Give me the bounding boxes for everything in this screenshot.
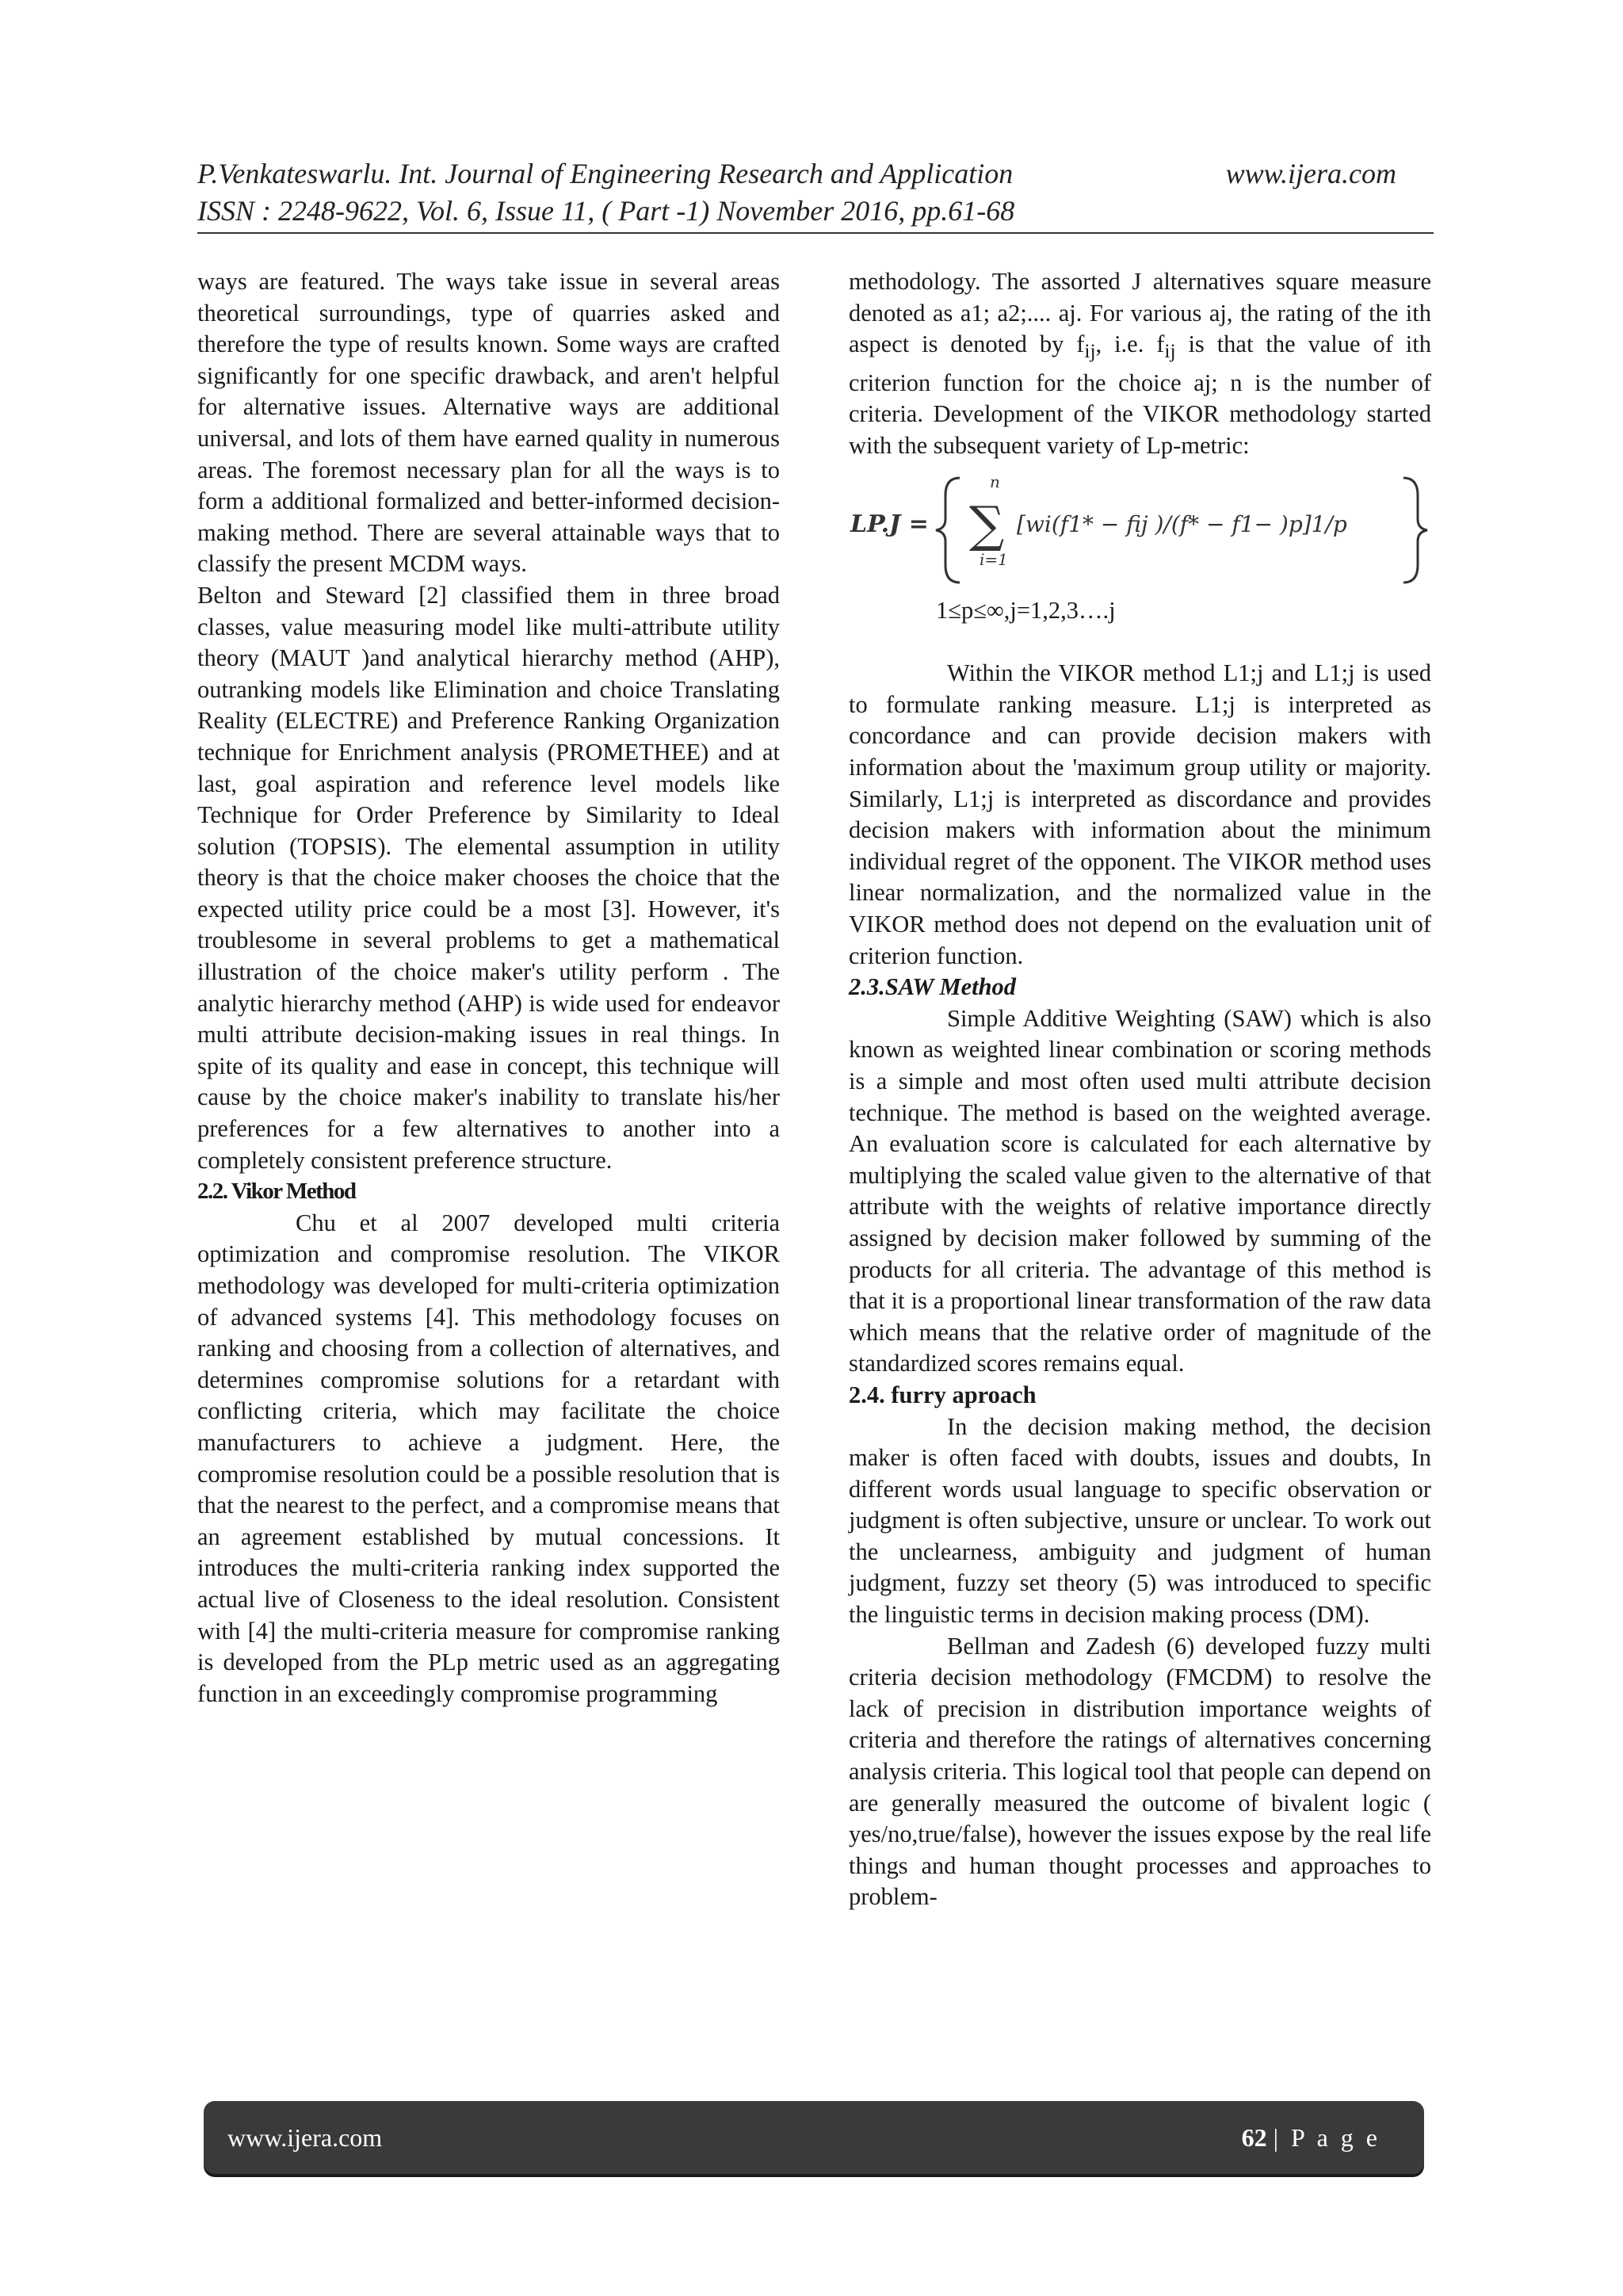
left-brace bbox=[936, 478, 960, 583]
paragraph: Chu et al 2007 developed multi criteria optimization and compromise resolution. The VIKOR methodology was developed for multi-criteria optimization of advanced systems [4]. This methodology focuses on ranking and choosing from a collection of alternatives, and determines compromise solutions for a retardant with conflicting criteria, which may facilitate the choice manufacturers to achieve a judgment. Here, the compromise resolution could be a possible resolution that is that the nearest to the perfect, and a compromise means that an agreement established by mutual concessions. It introduces the multi-criteria ranking index supported the actual live of Closeness to the ideal resolution. Consistent with [4] the multi-criteria measure for compromise ranking is developed from the PLp metric used as an aggregating function in an exceedingly compromise programming bbox=[197, 1209, 780, 1707]
running-header bbox=[197, 155, 1396, 230]
sigma-symbol: ∑ bbox=[969, 495, 1005, 553]
section-heading-vikor: 2.2. Vikor Method bbox=[197, 1179, 356, 1205]
sum-lower-limit: i=1 bbox=[980, 549, 1008, 569]
formula-body: [wi(f1* − fij )/(f* − f1− )p]1/p bbox=[1017, 510, 1347, 537]
issn-line: ISSN : 2248-9622, Vol. 6, Issue 11, ( Part -1) November 2016, pp.61-68 bbox=[197, 195, 1015, 227]
footer-website: www.ijera.com bbox=[227, 2122, 383, 2152]
page-label: | P a g e bbox=[1273, 2122, 1381, 2152]
section-heading-fuzzy: 2.4. furry aproach bbox=[849, 1381, 1037, 1408]
sum-upper-limit: n bbox=[990, 472, 1000, 491]
page-footer bbox=[204, 2101, 1424, 2174]
right-brace bbox=[1403, 478, 1427, 583]
journal-website: www.ijera.com bbox=[1225, 158, 1396, 189]
formula-condition: 1≤p≤∞,j=1,2,3….j bbox=[936, 596, 1116, 624]
paragraph: Bellman and Zadesh (6) developed fuzzy multi criteria decision methodology (FMCDM) to resolve the lack of precision in distribution importance weights of criteria and therefore the ratings of alternatives concerning analysis criteria. This logical tool that people can depend on are generally measured the outcome of bivalent logic ( yes/no,true/false), however the issues expose by the real life things and human thought processes and approaches to problem- bbox=[849, 1632, 1431, 1911]
journal-citation: P.Venkateswarlu. Int. Journal of Engineering Research and Application bbox=[197, 158, 1014, 189]
page-number: 62 bbox=[1241, 2122, 1267, 2152]
paragraph: Within the VIKOR method L1;j and L1;j is used to formulate ranking measure. L1;j is interpreted as concordance and can provide decision makers with information about the 'maximum group utility or majority. Similarly, L1;j is interpreted as discordance and provides decision makers with information about the minimum individual regret of the opponent. The VIKOR method uses linear normalization, and the normalized value in the VIKOR method does not depend on the evaluation unit of criterion function. bbox=[849, 659, 1431, 969]
page-indicator bbox=[1242, 2123, 1381, 2153]
formula-lhs: LP.J = bbox=[850, 510, 929, 538]
paragraph: Simple Additive Weighting (SAW) which is also known as weighted linear combination or scoring methods is a simple and most often used multi attribute decision technique. The method is based on the weighted average. An evaluation score is calculated for each alternative by multiplying the scaled value given to the alternative of that attribute with the weights of relative importance directly assigned by decision maker followed by summing of the products for all criteria. The advantage of this method is that it is a proportional linear transformation of the raw data which means that the relative order of magnitude of the standardized scores remains equal. bbox=[849, 1004, 1431, 1377]
header-divider bbox=[197, 232, 1434, 234]
section-heading-saw: 2.3.SAW Method bbox=[849, 973, 1017, 1001]
formula-graphic bbox=[849, 464, 1431, 590]
paragraph: In the decision making method, the decision maker is often faced with doubts, issues and doubts, In different words usual language to specific observation or judgment is often subjective, unsure or unclear. To work out the unclearness, ambiguity and judgment of human judgment, fuzzy set theory (5) was introduced to specific the linguistic terms in decision making process (DM). bbox=[849, 1412, 1431, 1629]
lp-metric-formula bbox=[849, 464, 1431, 590]
paragraph: Belton and Steward [2] classified them in three broad classes, value measuring model like multi-attribute utility theory (MAUT )and analytical hierarchy method (AHP), outranking models like Elimination and choice Translating Reality (ELECTRE) and Preference Ranking Organization technique for Enrichment analysis (PROMETHEE) and at last, goal aspiration and reference level models like Technique for Order Preference by Similarity to Ideal solution (TOPSIS). The elemental assumption in utility theory is that the choice maker chooses the choice that the expected utility price could be a most [3]. However, it's troublesome in several problems to get a mathematical illustration of the choice maker's utility perform . The analytic hierarchy method (AHP) is wide used for endeavor multi attribute decision-making issues in real things. In spite of its quality and ease in concept, this technique will cause by the choice maker's inability to translate his/her preferences for a few alternatives to another into a completely consistent preference structure. bbox=[197, 581, 780, 1174]
right-column bbox=[849, 266, 1431, 1913]
paragraph: ways are featured. The ways take issue in several areas theoretical surroundings, type of quarries asked and therefore the type of results known. Some ways are crafted significantly for one specific drawback, and aren't helpful for alternative issues. Alternative ways are additional universal, and lots of them have earned quality in numerous areas. The foremost necessary plan for all the ways is to form a additional formalized and better-informed decision-making method. There are several attainable ways that to classify the present MCDM ways. bbox=[197, 268, 780, 578]
left-column bbox=[197, 266, 780, 1710]
paragraph: methodology. The assorted J alternatives square measure denoted as a1; a2;.... aj. For various aj, the rating of the ith aspect is denoted by $f_{ij}$, i.e. $f_{ij}$ is that the value of ith criterion function for the choice aj; n is the number of criteria. Development of the VIKOR methodology started with the subsequent variety of Lp-metric: bbox=[849, 268, 1431, 460]
